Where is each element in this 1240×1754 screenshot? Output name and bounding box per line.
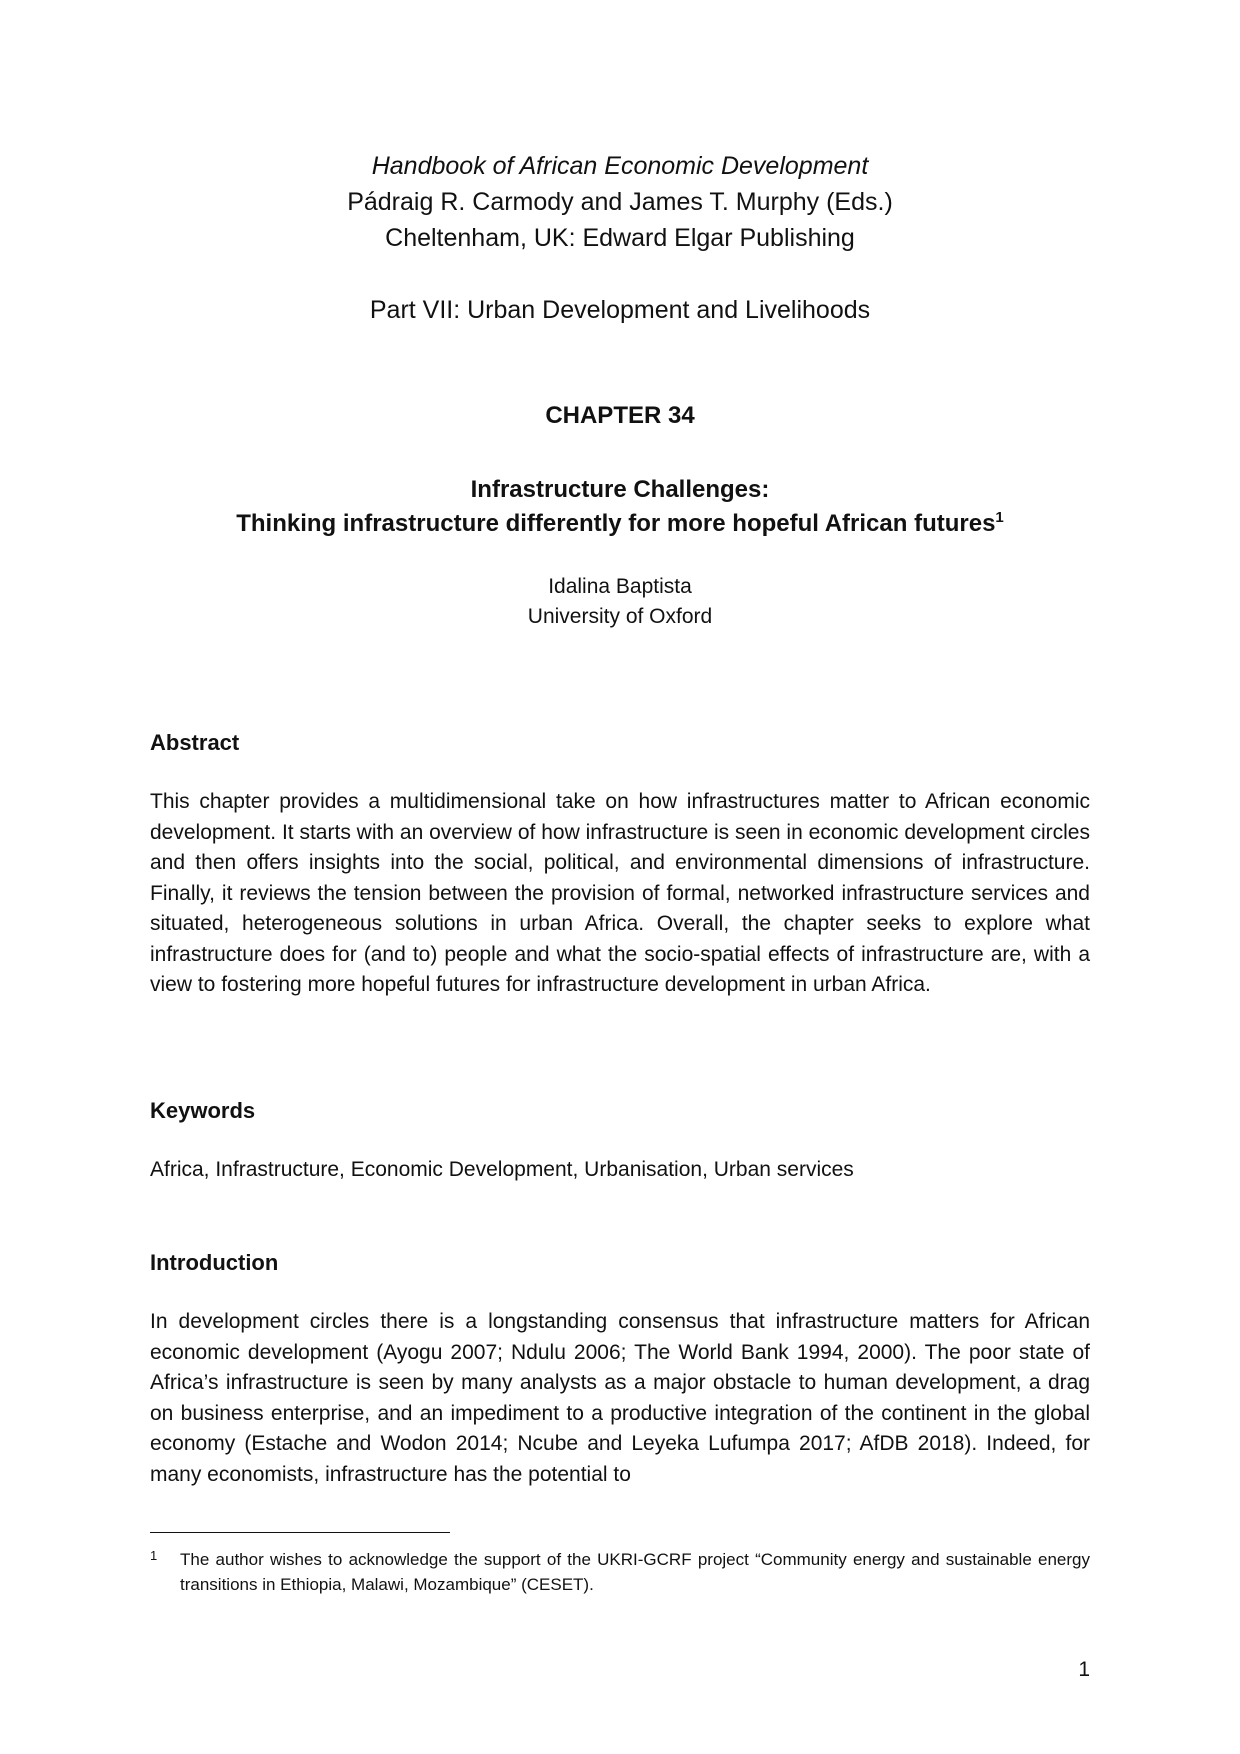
page-number: 1 <box>1078 1658 1090 1681</box>
chapter-title-line1: Infrastructure Challenges: <box>470 476 770 503</box>
book-info <box>150 148 1090 256</box>
footnote-divider <box>150 1532 450 1533</box>
abstract-text: This chapter provides a multidimensional take on how infrastructures matter to African economic development. It starts with an overview of how infrastructure is seen in economic development circles and then offers insights into the social, political, and environmental dimensions of infrastructure. Finally, it reviews the tension between the provision of formal, networked infrastructure services and situated, heterogeneous solutions in urban Africa. Overall, the chapter seeks to explore what infrastructure does for (and to) people and what the socio-spatial effects of infrastructure are, with a view to fostering more hopeful futures for infrastructure development in urban Africa. <box>150 790 1090 996</box>
book-title: Handbook of African Economic Development <box>371 152 869 180</box>
introduction-text: In development circles there is a longstanding consensus that infrastructure matters for African economic development (Ayogu 2007; Ndulu 2006; The World Bank 1994, 2000). The poor state of Africa’s infrastructure is seen by many analysts as a major obstacle to human development, a drag on business enterprise, and an impediment to a productive integration of the continent in the global economy (Estache and Wodon 2014; Ncube and Leyeka Lufumpa 2017; AfDB 2018). Indeed, for many economists, infrastructure has the potential to <box>150 1310 1090 1486</box>
chapter-title-line2 <box>150 507 1090 541</box>
keywords-text: Africa, Infrastructure, Economic Development, Urbanisation, Urban services <box>150 1158 854 1181</box>
author-name: Idalina Baptista <box>548 575 692 598</box>
chapter-title-line2-text: Thinking infrastructure differently for more hopeful African futures <box>236 510 996 537</box>
author-affiliation: University of Oxford <box>527 605 713 628</box>
footnote <box>150 1547 1090 1597</box>
chapter-number: CHAPTER 34 <box>545 402 695 429</box>
introduction-heading: Introduction <box>150 1250 279 1275</box>
abstract-heading: Abstract <box>150 730 240 755</box>
footnote-text: The author wishes to acknowledge the support of the UKRI-GCRF project “Community energy and sustainable energy transitions in Ethiopia, Malawi, Mozambique” (CESET). <box>180 1550 1090 1594</box>
book-publisher: Cheltenham, UK: Edward Elgar Publishing <box>385 224 855 252</box>
author-block <box>150 572 1090 632</box>
keywords-heading: Keywords <box>150 1098 256 1123</box>
chapter-title <box>150 473 1090 541</box>
part-title: Part VII: Urban Development and Livelihoods <box>369 296 871 324</box>
footnote-reference[interactable]: 1 <box>995 509 1004 526</box>
book-editors: Pádraig R. Carmody and James T. Murphy (Eds.) <box>347 188 893 216</box>
footnote-marker: 1 <box>150 1548 158 1563</box>
